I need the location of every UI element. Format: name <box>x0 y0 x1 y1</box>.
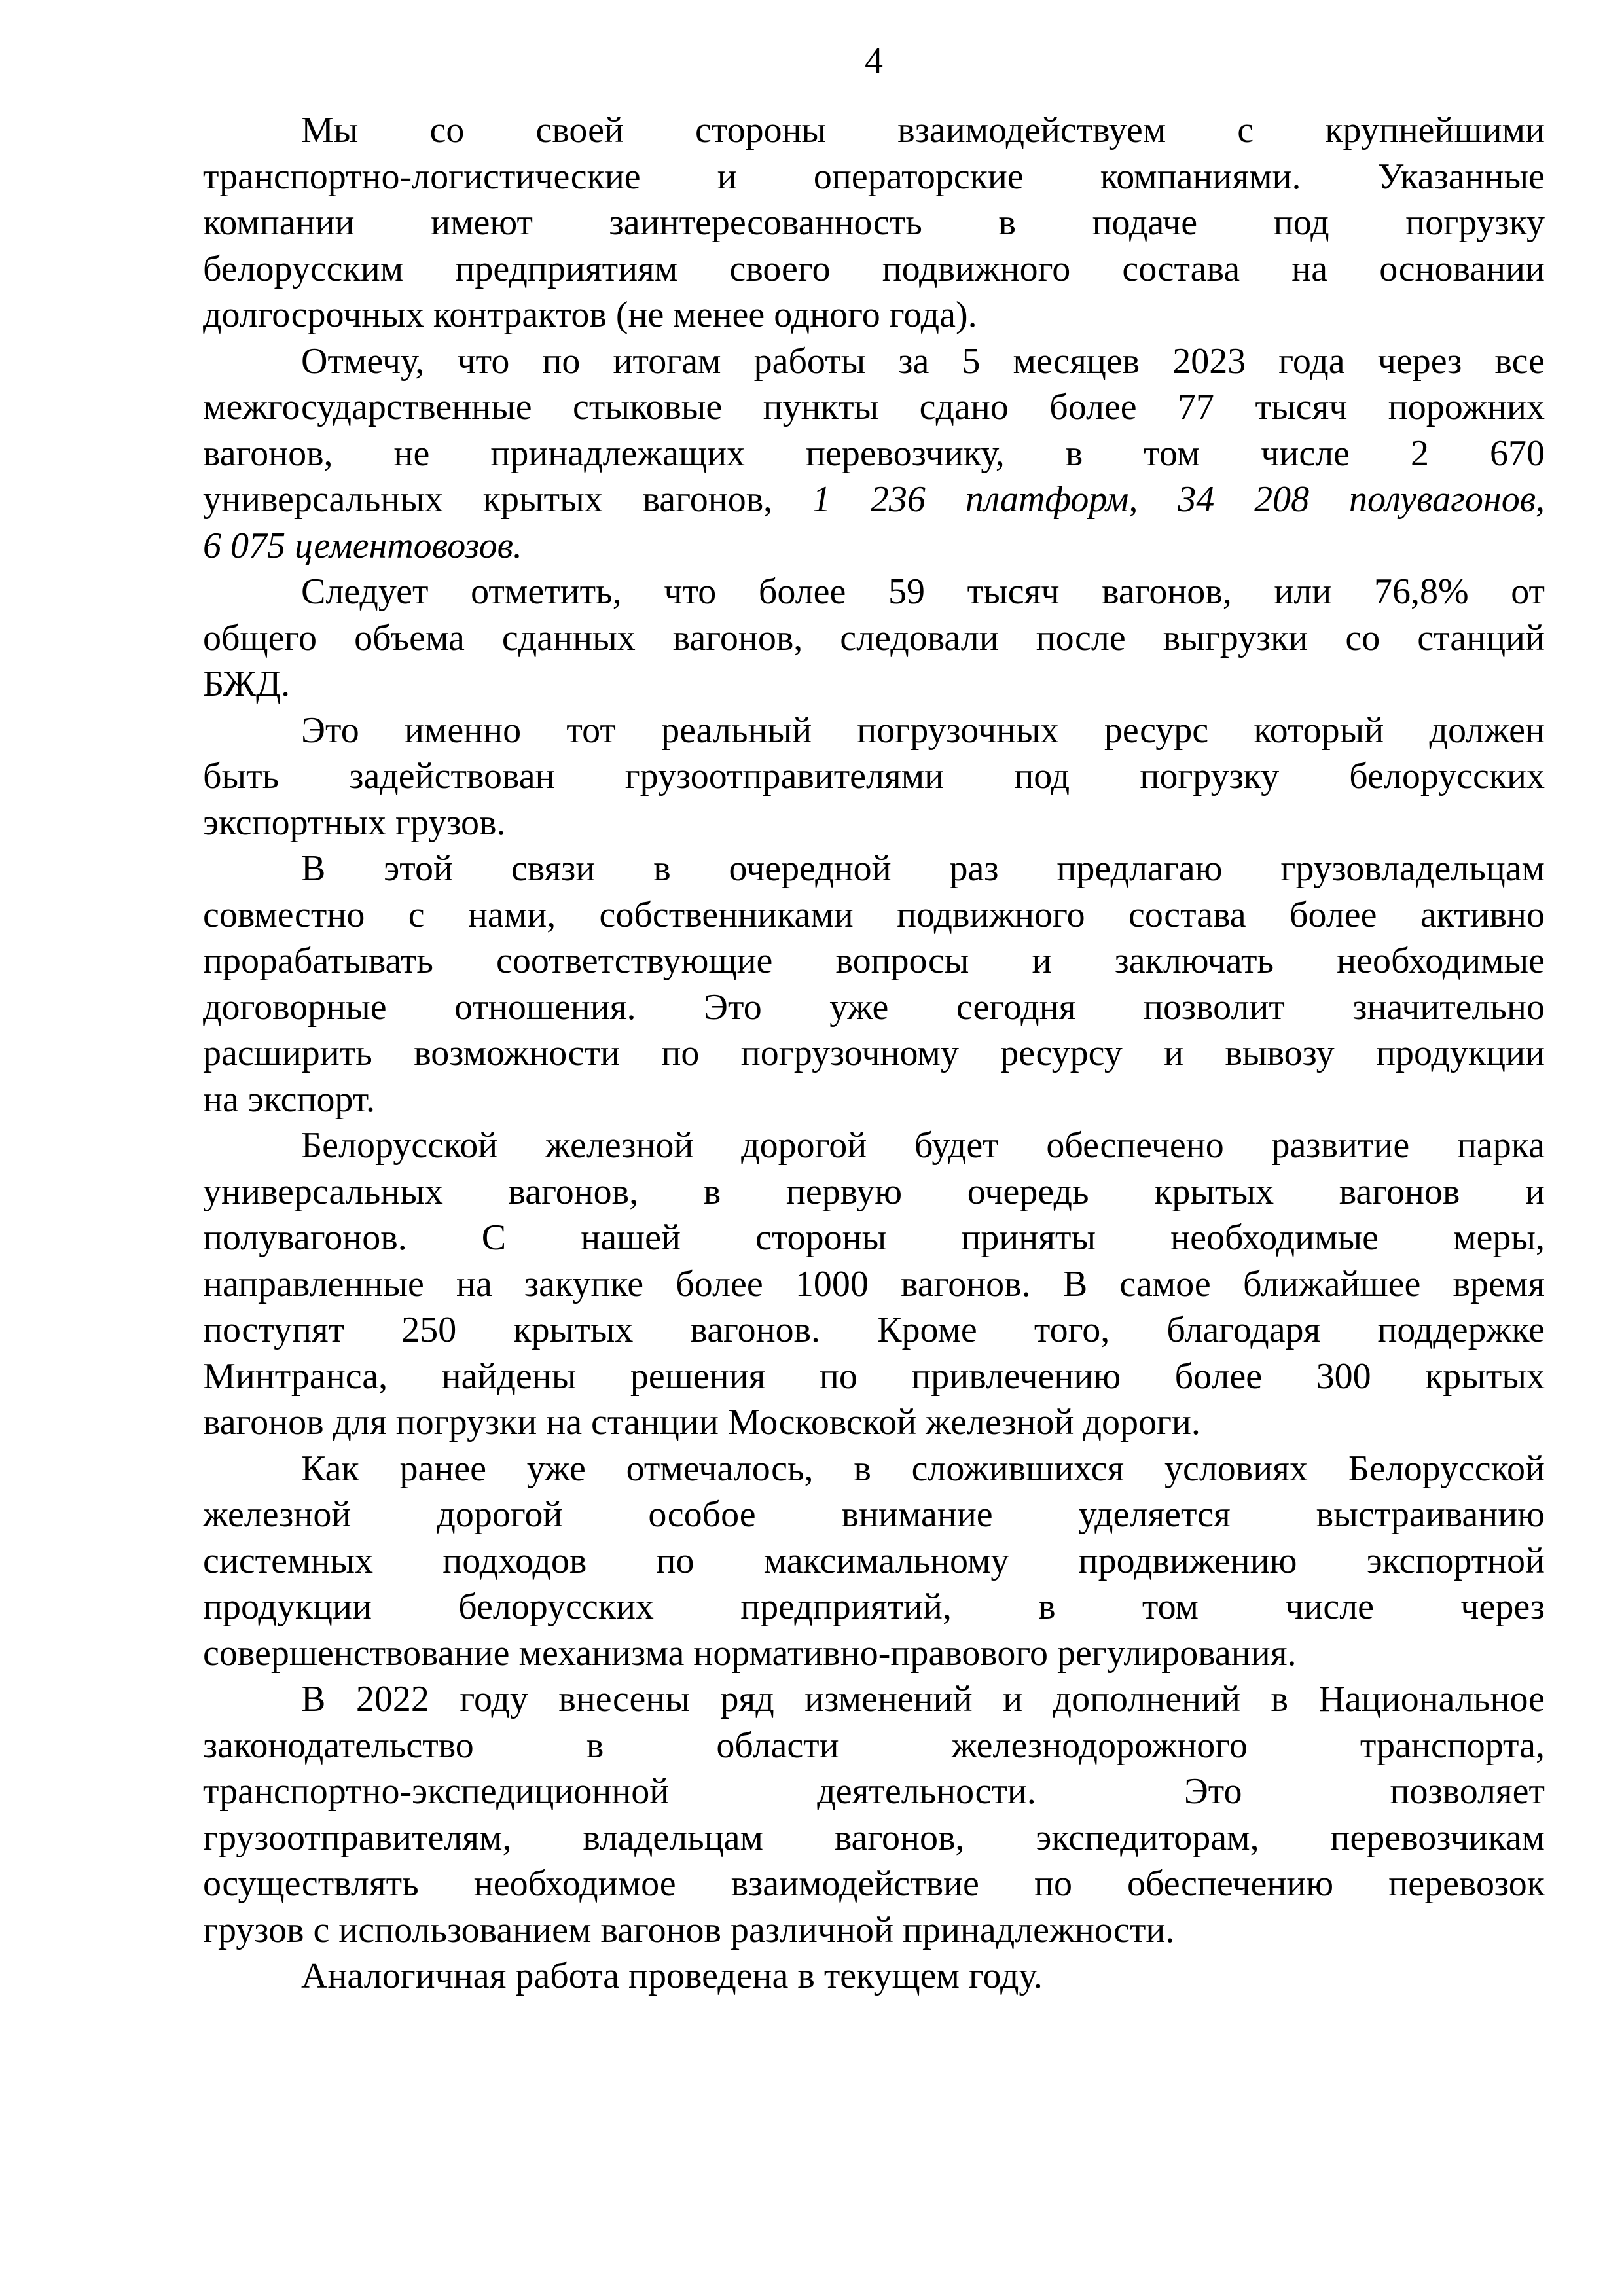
text-segment: транспортно-логистические и операторские компаниями. Указанные <box>203 156 1545 197</box>
text-segment: системных подходов по максимальному продвижению экспортной <box>203 1540 1545 1581</box>
text-line <box>203 1307 1545 1354</box>
text-line <box>203 107 1545 154</box>
text-segment: железной дорогой особое внимание уделяется выстраиванию <box>203 1494 1545 1535</box>
text-line <box>203 938 1545 984</box>
text-segment: Следует отметить, что более 59 тысяч вагонов, или 76,8% от <box>301 571 1545 612</box>
text-line <box>203 1584 1545 1630</box>
paragraph <box>203 1446 1545 1677</box>
paragraph <box>203 1122 1545 1446</box>
text-line <box>203 292 1545 338</box>
paragraph <box>203 338 1545 569</box>
text-line <box>203 338 1545 385</box>
text-segment: совершенствование механизма нормативно-правового регулирования. <box>203 1632 1297 1674</box>
text-segment: совместно с нами, собственниками подвижного состава более активно <box>203 894 1545 935</box>
text-line <box>203 1907 1545 1954</box>
text-segment: Мы со своей стороны взаимодействуем с крупнейшими <box>301 110 1545 151</box>
text-segment: полувагонов. С нашей стороны приняты необходимые меры, <box>203 1217 1545 1258</box>
text-line <box>203 1446 1545 1492</box>
text-segment: Аналогичная работа проведена в текущем году. <box>301 1956 1043 1996</box>
text-line <box>203 1492 1545 1538</box>
paragraph <box>203 569 1545 708</box>
text-segment: Как ранее уже отмечалось, в сложившихся условиях Белорусской <box>301 1448 1545 1489</box>
text-segment: долгосрочных контрактов (не менее одного года). <box>203 295 977 335</box>
text-line <box>203 708 1545 754</box>
text-line <box>203 1538 1545 1585</box>
page-number: 4 <box>865 41 883 81</box>
text-line <box>203 1354 1545 1400</box>
text-line <box>203 846 1545 892</box>
text-line <box>203 1261 1545 1308</box>
text-line <box>203 1630 1545 1677</box>
text-segment: экспортных грузов. <box>203 802 506 843</box>
text-segment: грузоотправителям, владельцам вагонов, экспедиторам, перевозчикам <box>203 1817 1545 1858</box>
text-line <box>203 1815 1545 1861</box>
italic-text: 1 236 платформ, 34 208 полувагонов, <box>812 479 1545 520</box>
text-line <box>203 1077 1545 1123</box>
text-line <box>203 431 1545 477</box>
text-line <box>203 154 1545 200</box>
text-segment: быть задействован грузоотправителями под погрузку белорусских <box>203 756 1545 797</box>
paragraph <box>203 1953 1545 2000</box>
text-line <box>203 1399 1545 1446</box>
text-line <box>203 1953 1545 2000</box>
text-line <box>203 615 1545 662</box>
text-line <box>203 1169 1545 1215</box>
text-line <box>203 246 1545 293</box>
text-segment: В 2022 году внесены ряд изменений и дополнений в Национальное <box>301 1679 1545 1719</box>
paragraph <box>203 708 1545 846</box>
text-line <box>203 476 1545 523</box>
text-line <box>203 1768 1545 1815</box>
text-segment: поступят 250 крытых вагонов. Кроме того, благодаря поддержке <box>203 1310 1545 1350</box>
text-line <box>203 523 1545 569</box>
text-segment: продукции белорусских предприятий, в том числе через <box>203 1587 1545 1627</box>
text-segment: межгосударственные стыковые пункты сдано более 77 тысяч порожних <box>203 387 1545 427</box>
text-segment: договорные отношения. Это уже сегодня позволит значительно <box>203 986 1545 1028</box>
text-segment: расширить возможности по погрузочному ресурсу и вывозу продукции <box>203 1033 1545 1073</box>
text-segment: грузов с использованием вагонов различной принадлежности. <box>203 1909 1175 1950</box>
text-line <box>203 661 1545 708</box>
text-segment: БЖД. <box>203 664 291 704</box>
text-line <box>203 1676 1545 1723</box>
text-segment: прорабатывать соответствующие вопросы и заключать необходимые <box>203 941 1545 981</box>
document-body <box>203 107 1545 2000</box>
text-line <box>203 569 1545 615</box>
text-segment: общего объема сданных вагонов, следовали после выгрузки со станций <box>203 617 1545 658</box>
text-line <box>203 892 1545 939</box>
text-line <box>203 200 1545 246</box>
text-line <box>203 1030 1545 1077</box>
text-line <box>203 753 1545 800</box>
text-segment: Отмечу, что по итогам работы за 5 месяцев 2023 года через все <box>301 340 1545 382</box>
text-segment: компании имеют заинтересованность в подаче под погрузку <box>203 202 1545 243</box>
text-segment: Белорусской железной дорогой будет обеспечено развитие парка <box>301 1125 1545 1166</box>
text-segment: осуществлять необходимое взаимодействие по обеспечению перевозок <box>203 1863 1545 1904</box>
text-segment: направленные на закупке более 1000 вагонов. В самое ближайшее время <box>203 1263 1545 1304</box>
text-line <box>203 384 1545 431</box>
paragraph <box>203 107 1545 338</box>
text-segment: законодательство в области железнодорожного транспорта, <box>203 1725 1545 1766</box>
text-segment: Минтранса, найдены решения по привлечению более 300 крытых <box>203 1355 1545 1397</box>
text-segment: универсальных вагонов, в первую очередь крытых вагонов и <box>203 1171 1545 1212</box>
text-segment: транспортно-экспедиционной деятельности. Это позволяет <box>203 1771 1545 1812</box>
text-segment: на экспорт. <box>203 1079 376 1120</box>
text-segment: В этой связи в очередной раз предлагаю грузовладельцам <box>301 848 1545 889</box>
paragraph <box>203 846 1545 1122</box>
text-line <box>203 984 1545 1031</box>
text-segment: вагонов, не принадлежащих перевозчику, в том числе 2 670 <box>203 433 1545 474</box>
text-line <box>203 1122 1545 1169</box>
text-line <box>203 1861 1545 1907</box>
text-segment: универсальных крытых вагонов, <box>203 479 813 520</box>
text-segment: Это именно тот реальный погрузочных ресурс который должен <box>301 709 1545 751</box>
text-line <box>203 1723 1545 1769</box>
text-segment: белорусским предприятиям своего подвижного состава на основании <box>203 248 1545 289</box>
text-segment: вагонов для погрузки на станции Московской железной дороги. <box>203 1402 1200 1443</box>
text-line <box>203 800 1545 846</box>
paragraph <box>203 1676 1545 1953</box>
text-line <box>203 1215 1545 1261</box>
italic-text: 6 075 цементовозов. <box>203 525 522 566</box>
